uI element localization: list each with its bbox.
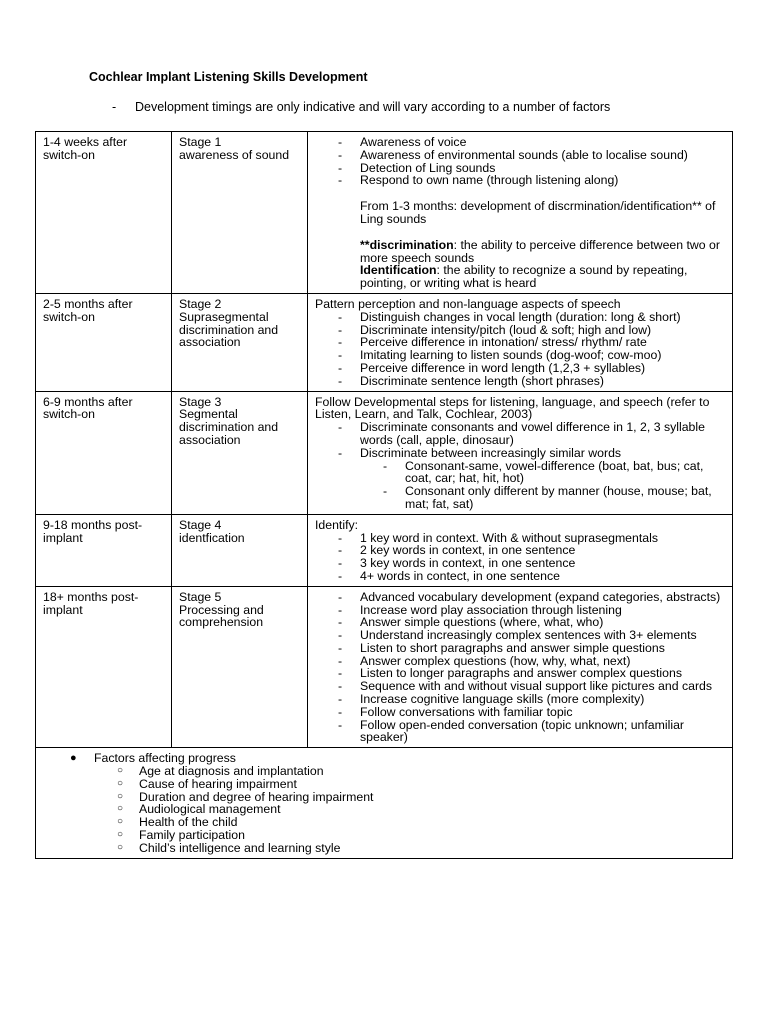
development-paragraph: From 1-3 months: development of discrmination/identification** of Ling sounds	[360, 199, 716, 226]
intro-note-text: Development timings are only indicative and will vary according to a number of factors	[135, 100, 611, 114]
definition-discrimination	[315, 239, 726, 265]
list-item: - Follow open-ended conversation (topic unknown; unfamiliar speaker)	[315, 719, 726, 745]
factors-cell	[36, 748, 733, 858]
definition-term: **discrimination	[360, 237, 454, 252]
stages-table	[35, 131, 733, 859]
timing-cell: 18+ months post-implant	[36, 586, 172, 748]
definition-identification	[315, 264, 726, 290]
skills-cell	[308, 132, 733, 294]
table-row-stage-5	[36, 586, 733, 748]
stage-cell	[172, 391, 308, 514]
list-item: - Answer simple questions (where, what, who)	[315, 616, 726, 629]
list-item: - Discriminate intensity/pitch (loud & soft; high and low)	[315, 324, 726, 337]
list-item: - 2 key words in context, in one sentence	[315, 544, 726, 557]
timing-cell: 9-18 months post-implant	[36, 514, 172, 586]
stage-description: Suprasegmental discrimination and association	[179, 309, 279, 350]
list-item: ○ Family participation	[43, 829, 726, 842]
list-item: - Listen to longer paragraphs and answer complex questions	[315, 667, 726, 680]
stage-label: Stage 4	[179, 517, 222, 532]
list-item: - Discriminate between increasingly similar words	[315, 447, 726, 460]
list-item: ○ Health of the child	[43, 816, 726, 829]
skills-intro: Identify:	[315, 517, 359, 532]
list-item: ○ Duration and degree of hearing impairment	[43, 791, 726, 804]
table-row-stage-1	[36, 132, 733, 294]
skills-cell	[308, 514, 733, 586]
list-item: - Perceive difference in word length (1,2,3 + syllables)	[315, 362, 726, 375]
bullet-icon: ●	[70, 752, 77, 765]
list-item: ○ Child’s intelligence and learning style	[43, 842, 726, 855]
skills-intro: Pattern perception and non-language aspects of speech	[315, 296, 621, 311]
list-item: - Answer complex questions (how, why, what, next)	[315, 655, 726, 668]
skills-cell	[308, 391, 733, 514]
list-item: - Increase cognitive language skills (more complexity)	[315, 693, 726, 706]
skills-list	[315, 421, 726, 459]
skills-cell	[308, 586, 733, 748]
skills-list	[315, 532, 726, 583]
page-title: Cochlear Implant Listening Skills Development	[89, 70, 368, 84]
stage-cell	[172, 514, 308, 586]
table-row-stage-3	[36, 391, 733, 514]
list-item: - 3 key words in context, in one sentence	[315, 557, 726, 570]
list-item: - Perceive difference in intonation/ stress/ rhythm/ rate	[315, 336, 726, 349]
table-row-factors	[36, 748, 733, 858]
timing-cell: 1-4 weeks after switch-on	[36, 132, 172, 294]
stage-label: Stage 1	[179, 135, 222, 149]
definition-text: : the ability to recognize a sound by repeating, pointing, or writing what is heard	[360, 263, 688, 291]
list-item: - Awareness of environmental sounds (able to localise sound)	[315, 149, 726, 162]
factors-list	[43, 765, 726, 855]
stage-description: identfication	[179, 530, 245, 545]
list-item: ○ Cause of hearing impairment	[43, 778, 726, 791]
skills-list	[315, 311, 726, 388]
skills-sublist	[315, 460, 726, 511]
list-item: - Detection of Ling sounds	[315, 162, 726, 175]
list-item: - Discriminate sentence length (short phrases)	[315, 375, 726, 388]
stage-label: Stage 3	[179, 394, 222, 409]
list-item: - Advanced vocabulary development (expand categories, abstracts)	[315, 591, 726, 604]
stage-cell	[172, 586, 308, 748]
factors-title-text: Factors affecting progress	[94, 751, 236, 766]
stage-label: Stage 2	[179, 296, 222, 311]
list-item: ○ Age at diagnosis and implantation	[43, 765, 726, 778]
list-item: - Understand increasingly complex sentences with 3+ elements	[315, 629, 726, 642]
timing-cell: 6-9 months after switch-on	[36, 391, 172, 514]
list-item: - 4+ words in contect, in one sentence	[315, 570, 726, 583]
table-row-stage-2	[36, 293, 733, 391]
timing-cell: 2-5 months after switch-on	[36, 293, 172, 391]
list-item: - Increase word play association through listening	[315, 604, 726, 617]
dash-marker: -	[112, 100, 117, 114]
list-item: - Listen to short paragraphs and answer simple questions	[315, 642, 726, 655]
skills-cell	[308, 293, 733, 391]
list-item: - Sequence with and without visual support like pictures and cards	[315, 680, 726, 693]
list-subitem: - Consonant-same, vowel-difference (boat, bat, bus; cat, coat, car; hat, hit, hot)	[315, 460, 726, 486]
list-item: - Follow conversations with familiar topic	[315, 706, 726, 719]
stage-label: Stage 5	[179, 589, 222, 604]
table-row-stage-4	[36, 514, 733, 586]
list-item: - Respond to own name (through listening along)	[315, 174, 726, 187]
list-item: - Awareness of voice	[315, 136, 726, 149]
skills-list	[315, 591, 726, 745]
stage-description: awareness of sound	[179, 147, 290, 162]
definition-term: Identification	[360, 263, 437, 278]
list-item: - Distinguish changes in vocal length (duration: long & short)	[315, 311, 726, 324]
list-subitem: - Consonant only different by manner (house, mouse; bat, mat; fat, sat)	[315, 485, 726, 511]
definition-text: : the ability to perceive difference between two or more speech sounds	[360, 237, 720, 265]
stage-description: Segmental discrimination and association	[179, 407, 279, 447]
stage-cell	[172, 132, 308, 294]
list-item: ○ Audiological management	[43, 803, 726, 816]
list-item: - Imitating learning to listen sounds (dog-woof; cow-moo)	[315, 349, 726, 362]
stage-description: Processing and comprehension	[179, 602, 264, 630]
list-item: - Discriminate consonants and vowel difference in 1, 2, 3 syllable words (call, apple, dinosaur)	[315, 421, 726, 447]
skills-intro: Follow Developmental steps for listening, language, and speech (refer to Listen, Learn, and Talk, Cochlear, 2003)	[315, 394, 710, 422]
stage-cell	[172, 293, 308, 391]
list-item: - 1 key word in context. With & without suprasegmentals	[315, 532, 726, 545]
skills-list	[315, 136, 726, 187]
intro-note	[112, 100, 610, 114]
